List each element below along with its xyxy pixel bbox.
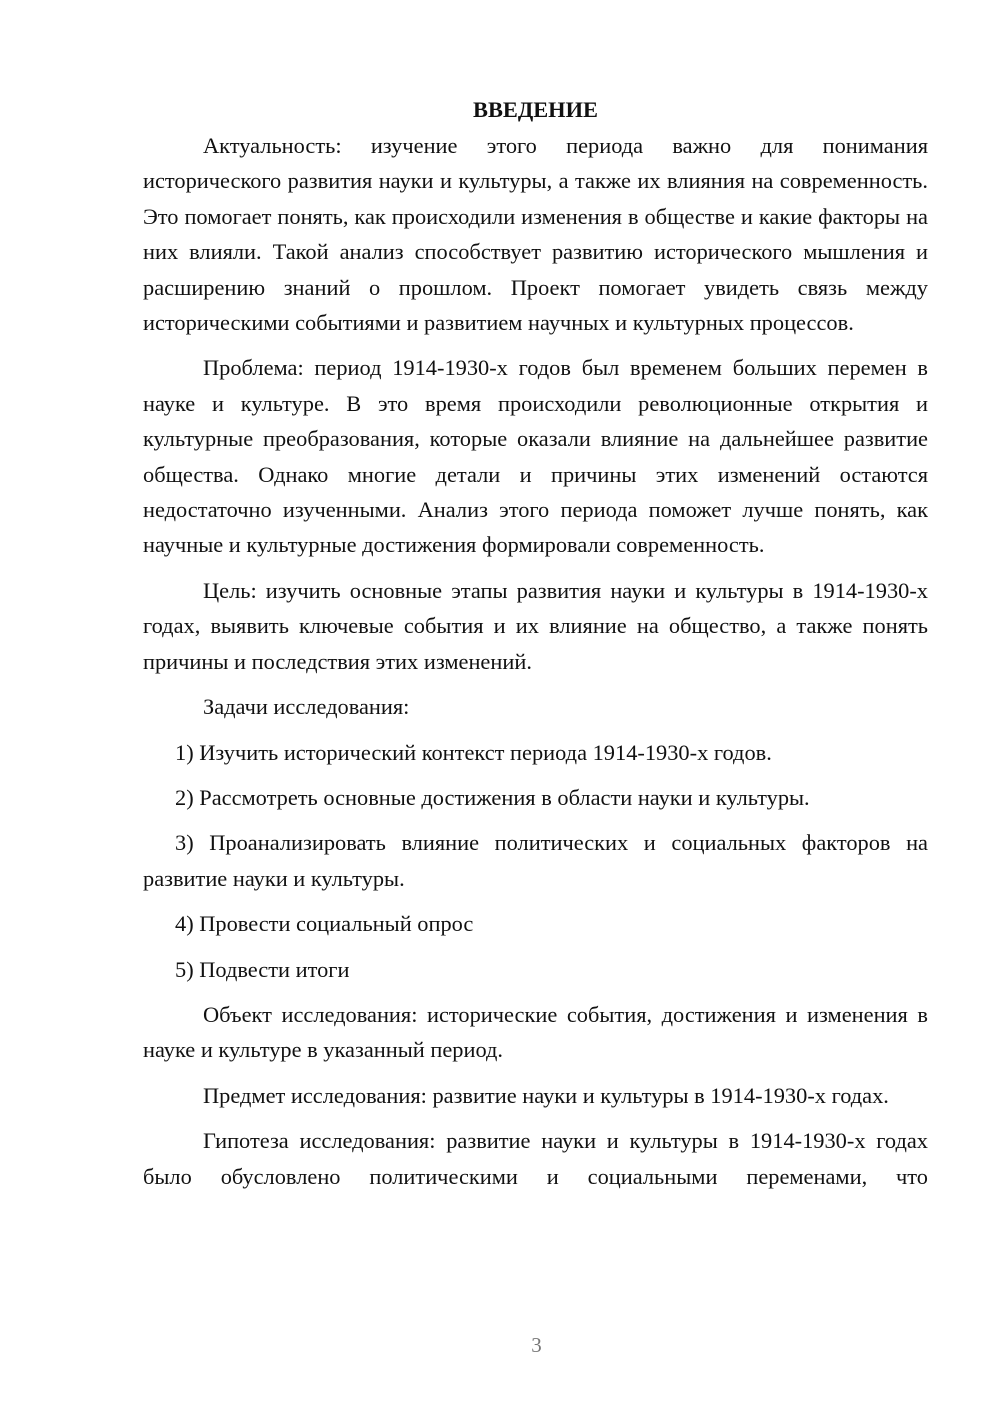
paragraph-problem: Проблема: период 1914-1930-х годов был временем больших перемен в науке и культуре. В это время происходили революционные открытия и культурные преобразования, которые оказали влияние на дальнейшее развитие общества. Однако многие детали и причины этих изменений остаются недостаточно изученными. Анализ этого периода поможет лучше понять, как научные и культурные достижения формировали современность. (143, 355, 928, 558)
paragraph-subject: Предмет исследования: развитие науки и культуры в 1914-1930-х годах. (203, 1082, 889, 1108)
paragraph-tasks-heading: Задачи исследования: (203, 694, 410, 720)
task-item-4: 4) Провести социальный опрос (175, 911, 474, 937)
paragraph-relevance: Актуальность: изучение этого периода важно для понимания исторического развития науки и культуры, а также их влияния на современность. Это помогает понять, как происходили изменения в обществе и какие факторы на них влияли. Такой анализ способствует развитию исторического мышления и расширению знаний о прошлом. Проект помогает увидеть связь между историческими событиями и развитием научных и культурных процессов. (143, 133, 928, 336)
paragraph-object: Объект исследования: исторические события, достижения и изменения в науке и культуре в указанный период. (143, 1001, 928, 1063)
paragraph-hypothesis: Гипотеза исследования: развитие науки и культуры в 1914-1930-х годах было обусловлено политическими и социальными переменами, что (143, 1128, 928, 1189)
page-number: 3 (531, 1333, 542, 1357)
document-body (143, 92, 928, 1204)
section-title: ВВЕДЕНИЕ (473, 97, 598, 122)
task-item-1: 1) Изучить исторический контекст периода 1914-1930-х годов. (175, 739, 772, 765)
task-item-5: 5) Подвести итоги (175, 956, 350, 982)
task-item-2: 2) Рассмотреть основные достижения в области науки и культуры. (175, 784, 810, 810)
paragraph-goal: Цель: изучить основные этапы развития науки и культуры в 1914-1930-х годах, выявить ключевые события и их влияние на общество, а также понять причины и последствия этих изменений. (143, 577, 928, 674)
task-item-3: 3) Проанализировать влияние политических и социальных факторов на развитие науки и культуры. (143, 830, 928, 891)
